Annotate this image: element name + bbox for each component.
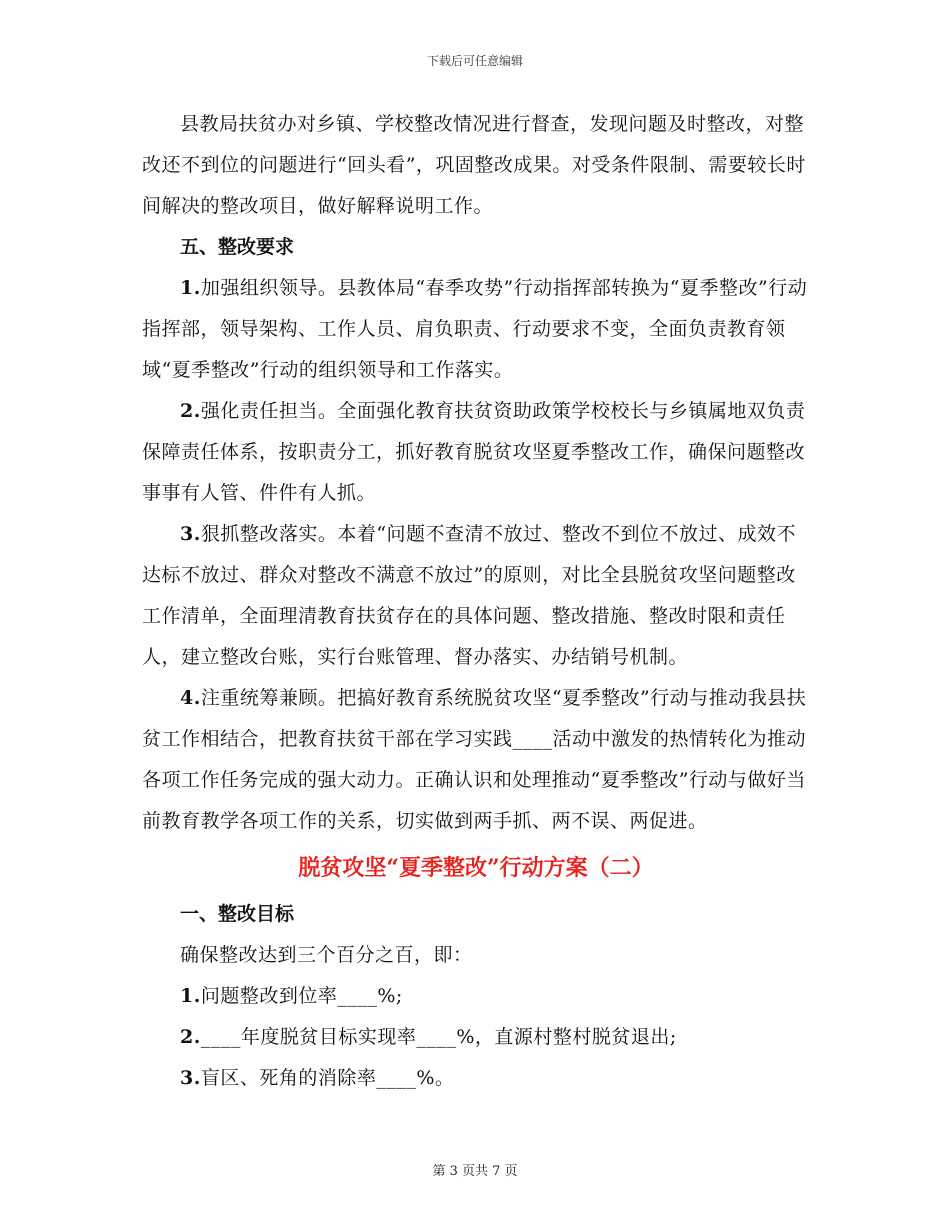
goal-item xyxy=(142,1058,810,1099)
goal-item xyxy=(142,976,810,1017)
goal-item xyxy=(142,1017,810,1058)
document-body xyxy=(142,104,810,1099)
item-text: 狠抓整改落实。本着“问题不查清不放过、整改不到位不放过、成效不达标不放过、群众对整改不满意不放过”的原则，对比全县脱贫攻坚问题整改工作清单，全面理清教育扶贫存在的具体问题、整改措施、整改时限和责任人，建立整改台账，实行台账管理、督办落实、办结销号机制。 xyxy=(142,523,797,668)
item-text: 加强组织领导。县教体局“春季攻势”行动指挥部转换为“夏季整改”行动指挥部，领导架构、工作人员、肩负职责、行动要求不变，全面负责教育领域“夏季整改”行动的组织领导和工作落实。 xyxy=(142,277,808,381)
page-footer: 第 3 页共 7 页 xyxy=(432,1164,518,1179)
item-text: ____年度脱贫目标实现率____%，直源村整村脱贫退出; xyxy=(200,1026,677,1048)
item-number: 3. xyxy=(180,523,201,545)
section-title: 脱贫攻坚“夏季整改”行动方案（二） xyxy=(298,855,654,881)
list-item xyxy=(142,514,810,678)
list-item xyxy=(142,678,810,842)
item-text: 强化责任担当。全面强化教育扶贫资助政策学校校长与乡镇属地双负责保障责任体系，按职责分工，抓好教育脱贫攻坚夏季整改工作，确保问题整改事事有人管、件件有人抓。 xyxy=(142,400,806,504)
item-text: 问题整改到位率____%; xyxy=(200,985,403,1007)
item-number: 4. xyxy=(180,687,201,709)
list-item xyxy=(142,268,810,391)
heading-goals: 一、整改目标 xyxy=(180,903,295,925)
list-item xyxy=(142,391,810,514)
paragraph-goal-intro: 确保整改达到三个百分之百，即： xyxy=(180,944,473,966)
item-number: 1. xyxy=(180,277,201,299)
item-text: 盲区、死角的消除率____%。 xyxy=(200,1067,455,1089)
item-text: 注重统筹兼顾。把搞好教育系统脱贫攻坚“夏季整改”行动与推动我县扶贫工作相结合，把教育扶贫干部在学习实践____活动中激发的热情转化为推动各项工作任务完成的强大动力。正确认识和处理推动“夏季整改”行动与做好当前教育教学各项工作的关系，切实做到两手抓、两不误、两促进。 xyxy=(142,687,807,832)
item-number: 3. xyxy=(180,1067,201,1089)
item-number: 2. xyxy=(180,400,201,422)
item-number: 2. xyxy=(180,1026,201,1048)
paragraph-intro: 县教局扶贫办对乡镇、学校整改情况进行督查，发现问题及时整改，对整改还不到位的问题进行“回头看”，巩固整改成果。对受条件限制、需要较长时间解决的整改项目，做好解释说明工作。 xyxy=(142,113,806,217)
heading-requirements: 五、整改要求 xyxy=(180,236,295,258)
item-number: 1. xyxy=(180,985,201,1007)
page-header: 下载后可任意编辑 xyxy=(426,54,523,68)
